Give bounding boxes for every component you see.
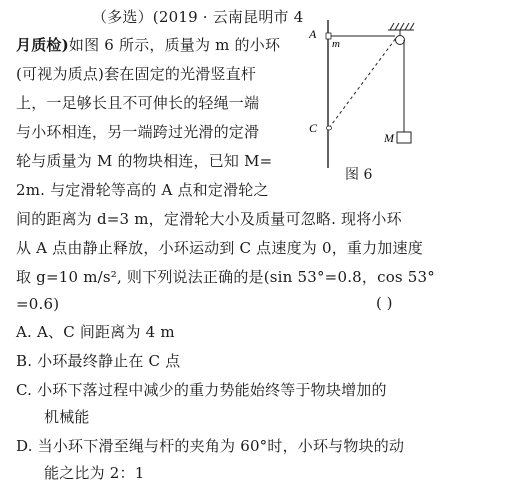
ring-at-C: [327, 126, 332, 130]
ceiling: [388, 23, 414, 30]
figure-caption: 图 6: [345, 167, 373, 183]
label-m: m: [332, 38, 340, 50]
label-M: M: [384, 131, 394, 145]
question-line-8: 从 A 点由静止释放，小环运动到 C 点速度为 0，重力加速度: [16, 239, 423, 257]
option-d: D. 当小环下滑至绳与杆的夹角为 60°时，小环与物块的动: [16, 437, 405, 455]
option-b: B. 小环最终静止在 C 点: [16, 352, 181, 370]
source-tag: （多选）(2019 · 云南昆明市 4: [92, 8, 304, 26]
source-tag-cont: 月质检): [16, 36, 69, 54]
option-c: C. 小环下落过程中减少的重力势能始终等于物块增加的: [16, 381, 387, 399]
question-line-2: (可视为质点)套在固定的光滑竖直杆: [16, 65, 257, 83]
figure-pulley-diagram: [296, 18, 496, 188]
block-M: [397, 132, 411, 143]
label-C: C: [309, 121, 318, 135]
option-a: A. A、C 间距离为 4 m: [16, 323, 175, 341]
question-line-1: 月质检)如图 6 所示，质量为 m 的小环: [16, 36, 281, 54]
question-line-3: 上，一足够长且不可伸长的轻绳一端: [16, 94, 260, 112]
answer-bracket: ( ): [376, 294, 393, 312]
option-c-cont: 机械能: [44, 408, 90, 426]
question-line-5: 轮与质量为 M 的物块相连，已知 M=: [16, 152, 273, 170]
question-line-7: 间的距离为 d=3 m，定滑轮大小及质量可忽略. 现将小环: [16, 210, 402, 228]
label-A: A: [309, 27, 317, 41]
question-line-10: =0.6): [16, 295, 60, 313]
option-d-cont: 能之比为 2：1: [44, 464, 145, 482]
question-line-6: 2m. 与定滑轮等高的 A 点和定滑轮之: [16, 181, 269, 199]
pulley: [396, 36, 405, 45]
rope-dashed: [329, 38, 396, 128]
ring-at-A: [326, 33, 331, 39]
question-line-9: 取 g=10 m/s², 则下列说法正确的是(sin 53°=0.8，cos 53°: [16, 268, 435, 286]
question-line-4: 与小环相连，另一端跨过光滑的定滑: [16, 123, 260, 141]
